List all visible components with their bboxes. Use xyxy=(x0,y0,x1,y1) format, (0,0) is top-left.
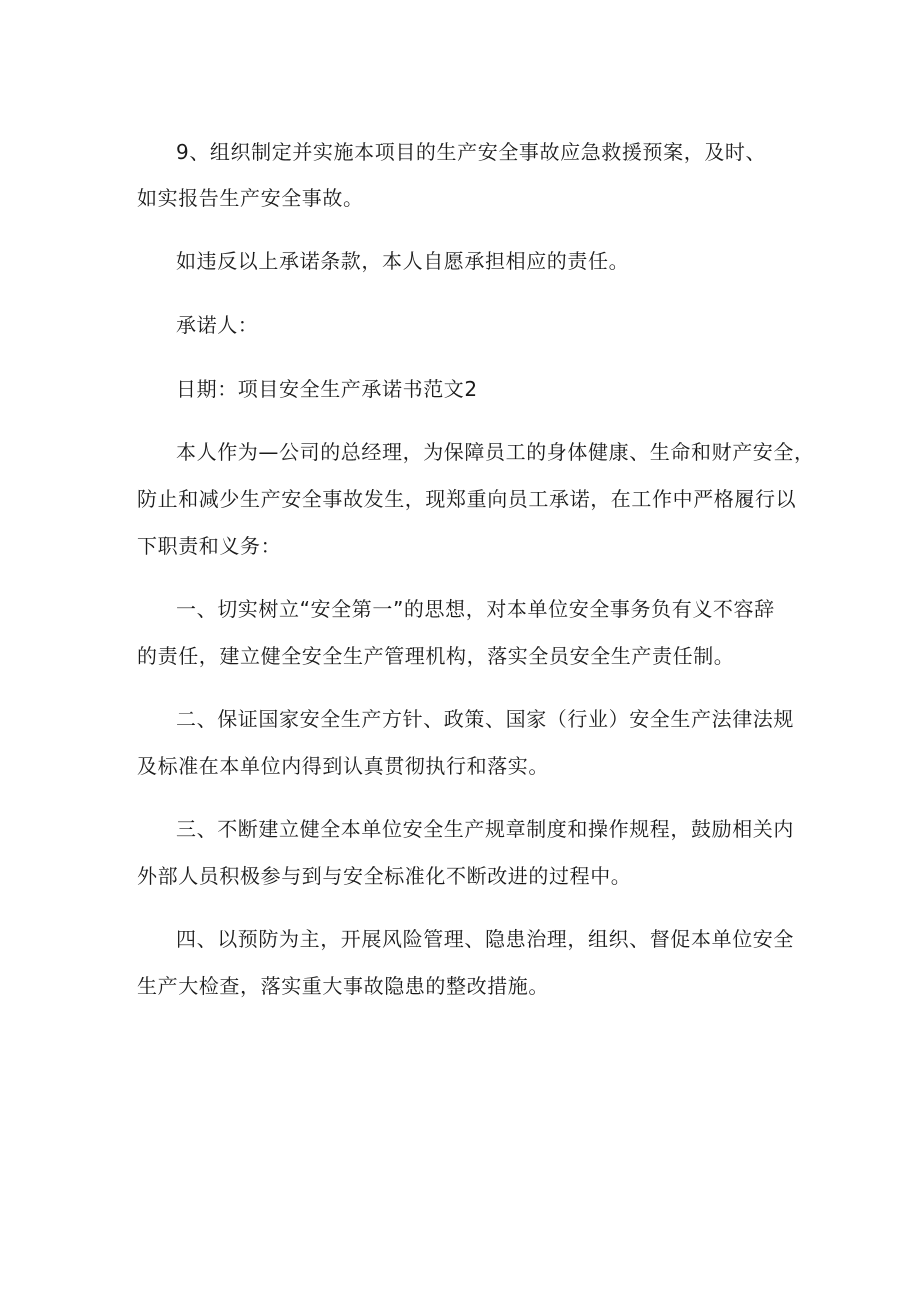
violation-clause-text: 如违反以上承诺条款，本人自愿承担相应的责任。 xyxy=(176,249,630,273)
duty-2-line-1: 二、保证国家安全生产方针、政策、国家（行业）安全生产法律法规 xyxy=(176,707,794,731)
duty-2-line-2: 及标准在本单位内得到认真贯彻执行和落实。 xyxy=(137,754,549,778)
duty-1-line-2: 的责任，建立健全安全生产管理机构，落实全员安全生产责任制。 xyxy=(137,644,735,668)
paragraph-item-9-line-2: 如实报告生产安全事故。 xyxy=(137,186,364,210)
duty-4-line-1: 四、以预防为主，开展风险管理、隐患治理，组织、督促本单位安全 xyxy=(176,927,794,951)
duty-3-line-2: 外部人员积极参与到与安全标准化不断改进的过程中。 xyxy=(137,864,632,888)
paragraph-item-9-line-1: 9、组织制定并实施本项目的生产安全事故应急救援预案，及时、 xyxy=(176,140,767,164)
duty-1-line-1: 一、切实树立“安全第一”的思想，对本单位安全事务负有义不容辞 xyxy=(176,597,775,621)
duty-4-line-2: 生产大检查，落实重大事故隐患的整改措施。 xyxy=(137,974,549,998)
intro-line-3: 下职责和义务： xyxy=(137,534,282,558)
signer-label: 承诺人： xyxy=(176,313,259,337)
date-and-sample-title: 日期：项目安全生产承诺书范文2 xyxy=(176,377,478,401)
intro-line-2: 防止和减少生产安全事故发生，现郑重向员工承诺，在工作中严格履行以 xyxy=(137,487,797,511)
intro-line-1: 本人作为—公司的总经理，为保障员工的身体健康、生命和财产安全， xyxy=(176,440,815,464)
duty-3-line-1: 三、不断建立健全本单位安全生产规章制度和操作规程，鼓励相关内 xyxy=(176,817,794,841)
